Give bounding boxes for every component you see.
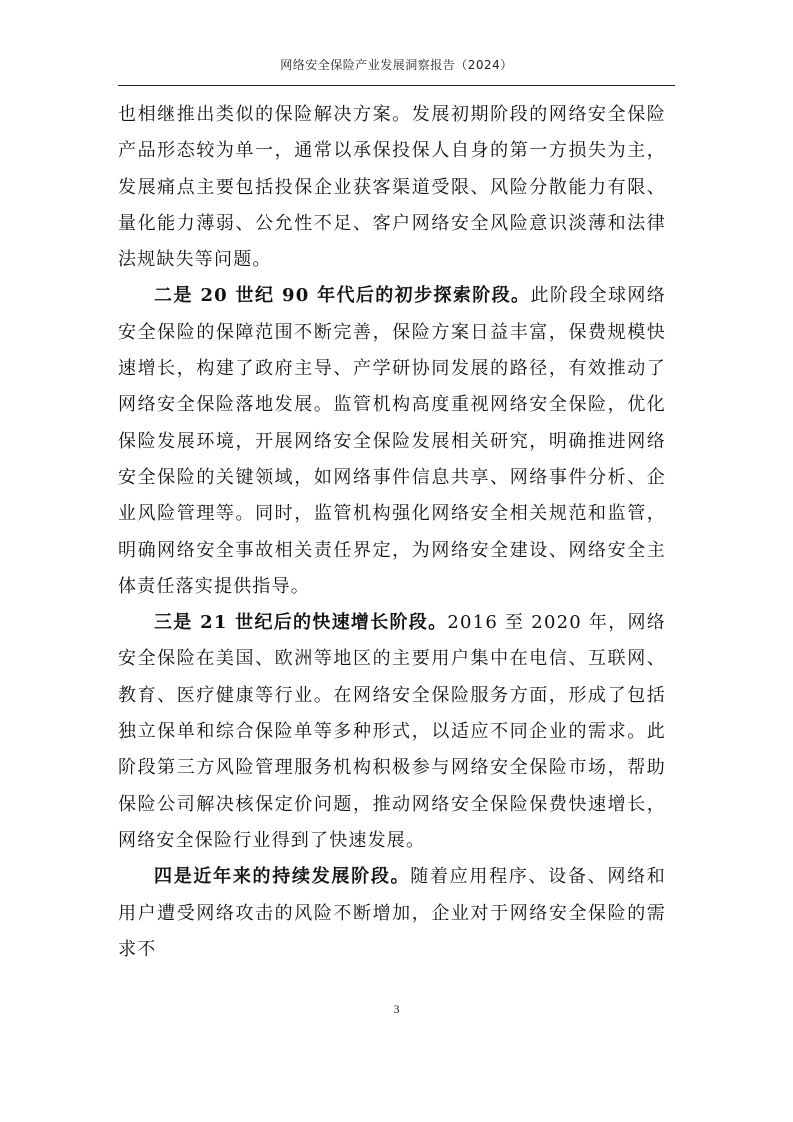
paragraph-lead-heading: 二是 20 世纪 90 年代后的初步探索阶段。 <box>154 285 531 307</box>
document-body <box>118 97 666 968</box>
page-number: 3 <box>393 1002 400 1016</box>
paragraph-text: 此阶段全球网络安全保险的保障范围不断完善，保险方案日益丰富，保费规模快速增长，构建了政府主导、产学研协同发展的路径，有效推动了网络安全保险落地发展。监管机构高度重视网络安全保险，优化保险发展环境，开展网络安全保险发展相关研究，明确推进网络安全保险的关键领域，如网络事件信息共享、网络事件分析、企业风险管理等。同时，监管机构强化网络安全相关规范和监管，明确网络安全事故相关责任界定，为网络安全建设、网络安全主体责任落实提供指导。 <box>118 285 666 597</box>
running-header: 网络安全保险产业发展洞察报告（2024） <box>280 58 513 72</box>
paragraph-text: 也相继推出类似的保险解决方案。发展初期阶段的网络安全保险产品形态较为单一，通常以承保投保人自身的第一方损失为主，发展痛点主要包括投保企业获客渠道受限、风险分散能力有限、量化能力薄弱、公允性不足、客户网络安全风险意识淡薄和法律法规缺失等问题。 <box>118 104 666 271</box>
header-divider <box>118 85 675 86</box>
paragraph-lead-heading: 四是近年来的持续发展阶段。 <box>154 866 411 888</box>
paragraph-stage-two <box>118 278 666 605</box>
paragraph-stage-three <box>118 605 666 859</box>
paragraph-lead-heading: 三是 21 世纪后的快速增长阶段。 <box>154 612 448 634</box>
paragraph-continuation <box>118 97 666 278</box>
paragraph-stage-four <box>118 859 666 968</box>
paragraph-text: 随着应用程序、设备、网络和用户遭受网络攻击的风险不断增加，企业对于网络安全保险的需求不 <box>118 866 666 960</box>
paragraph-text: 2016 至 2020 年，网络安全保险在美国、欧洲等地区的主要用户集中在电信、互联网、教育、医疗健康等行业。在网络安全保险服务方面，形成了包括独立保单和综合保险单等多种形式，以适应不同企业的需求。此阶段第三方风险管理服务机构积极参与网络安全保险市场，帮助保险公司解决核保定价问题，推动网络安全保险保费快速增长，网络安全保险行业得到了快速发展。 <box>118 612 667 851</box>
